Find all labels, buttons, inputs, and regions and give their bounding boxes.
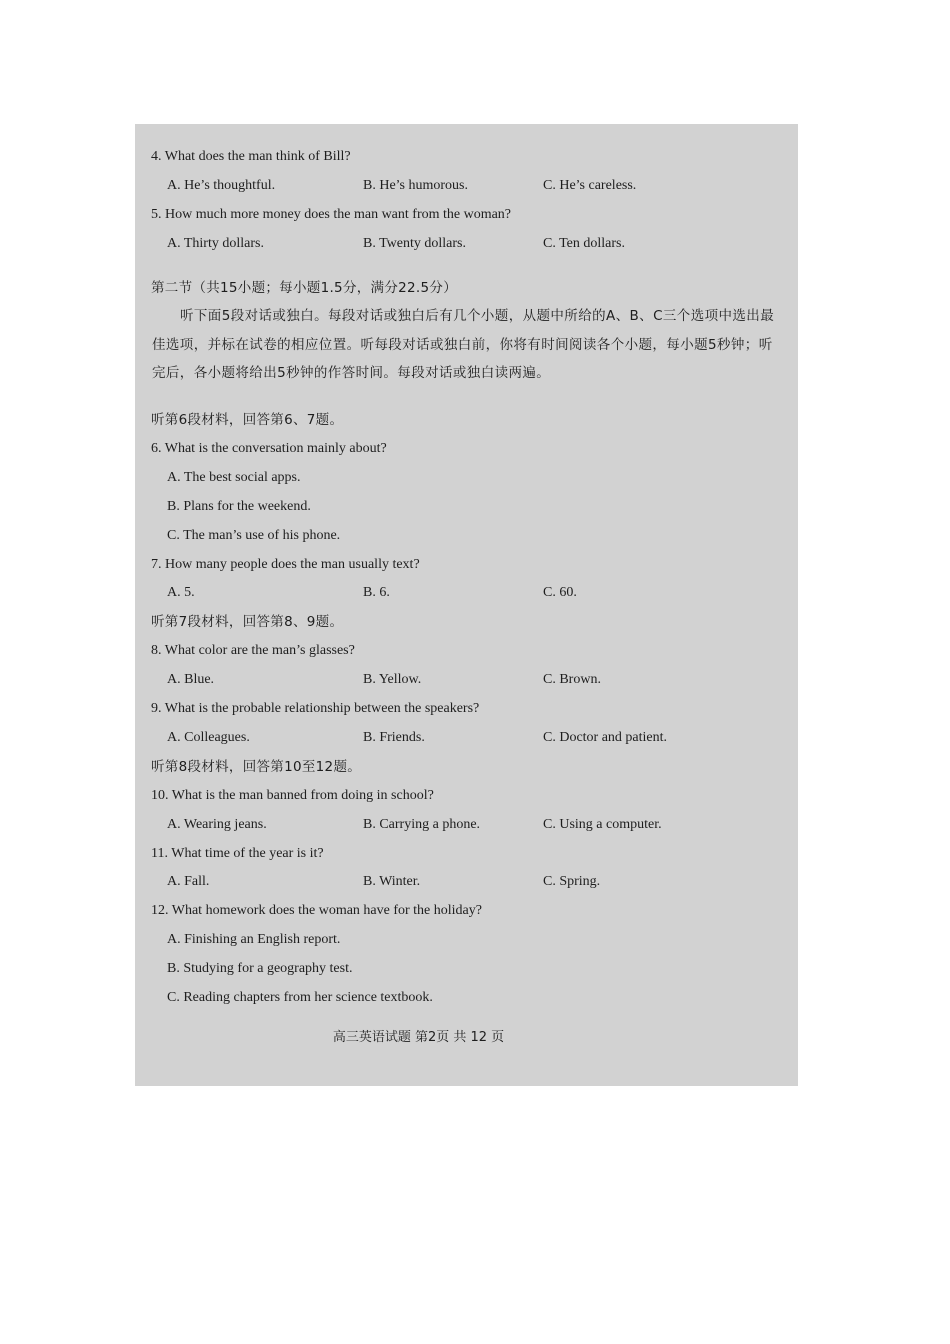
q4-option-c: C. He’s careless. — [543, 178, 637, 193]
q7-option-c: C. 60. — [543, 585, 577, 600]
section-2-heading: 第二节（共15小题；每小题1.5分，满分22.5分） — [151, 280, 458, 296]
q10-option-a: A. Wearing jeans. — [167, 817, 267, 832]
q6-option-c: C. The man’s use of his phone. — [167, 528, 341, 543]
q5-option-a: A. Thirty dollars. — [167, 236, 264, 251]
question-10: 10. What is the man banned from doing in school? — [151, 788, 434, 803]
q5-option-c: C. Ten dollars. — [543, 236, 625, 251]
material-6-heading: 听第6段材料，回答第6、7题。 — [151, 412, 344, 428]
question-12: 12. What homework does the woman have for the holiday? — [151, 903, 482, 918]
q7-option-b: B. 6. — [363, 585, 390, 600]
question-8: 8. What color are the man’s glasses? — [151, 643, 355, 658]
q6-option-a: A. The best social apps. — [167, 470, 301, 485]
question-4: 4. What does the man think of Bill? — [151, 149, 351, 164]
q4-option-b: B. He’s humorous. — [363, 178, 468, 193]
page-footer: 高三英语试题 第2页 共 12 页 — [332, 1030, 505, 1045]
q8-option-a: A. Blue. — [167, 672, 215, 687]
material-7-heading: 听第7段材料，回答第8、9题。 — [151, 614, 344, 630]
q7-option-a: A. 5. — [167, 585, 195, 600]
q9-option-b: B. Friends. — [363, 730, 425, 745]
q9-option-a: A. Colleagues. — [167, 730, 250, 745]
q8-option-c: C. Brown. — [543, 672, 601, 687]
q5-option-b: B. Twenty dollars. — [363, 236, 466, 251]
question-5: 5. How much more money does the man want from the woman? — [151, 207, 512, 222]
q12-option-a: A. Finishing an English report. — [167, 932, 341, 947]
q10-option-b: B. Carrying a phone. — [363, 817, 481, 832]
q9-option-c: C. Doctor and patient. — [543, 730, 668, 745]
material-8-heading: 听第8段材料，回答第10至12题。 — [151, 759, 362, 775]
q11-option-c: C. Spring. — [543, 874, 601, 889]
q8-option-b: B. Yellow. — [363, 672, 422, 687]
question-9: 9. What is the probable relationship between the speakers? — [151, 701, 480, 716]
q10-option-c: C. Using a computer. — [543, 817, 662, 832]
q4-option-a: A. He’s thoughtful. — [167, 178, 276, 193]
question-6: 6. What is the conversation mainly about? — [151, 441, 387, 456]
section-2-instructions: 听下面5段对话或独白。每段对话或独白后有几个小题，从题中所给的A、B、C三个选项中选出最佳选项，并标在试卷的相应位置。听每段对话或独白前，你将有时间阅读各个小题，每小题5秒钟；听完后，各小题将给出5秒钟的作答时间。每段对话或独白读两遍。 — [152, 308, 775, 381]
scanned-exam-page — [135, 124, 798, 1086]
q11-option-b: B. Winter. — [363, 874, 421, 889]
q12-option-c: C. Reading chapters from her science textbook. — [167, 990, 433, 1005]
q6-option-b: B. Plans for the weekend. — [167, 499, 311, 514]
q12-option-b: B. Studying for a geography test. — [167, 961, 353, 976]
question-7: 7. How many people does the man usually text? — [151, 557, 420, 572]
q11-option-a: A. Fall. — [167, 874, 210, 889]
question-11: 11. What time of the year is it? — [151, 846, 324, 861]
